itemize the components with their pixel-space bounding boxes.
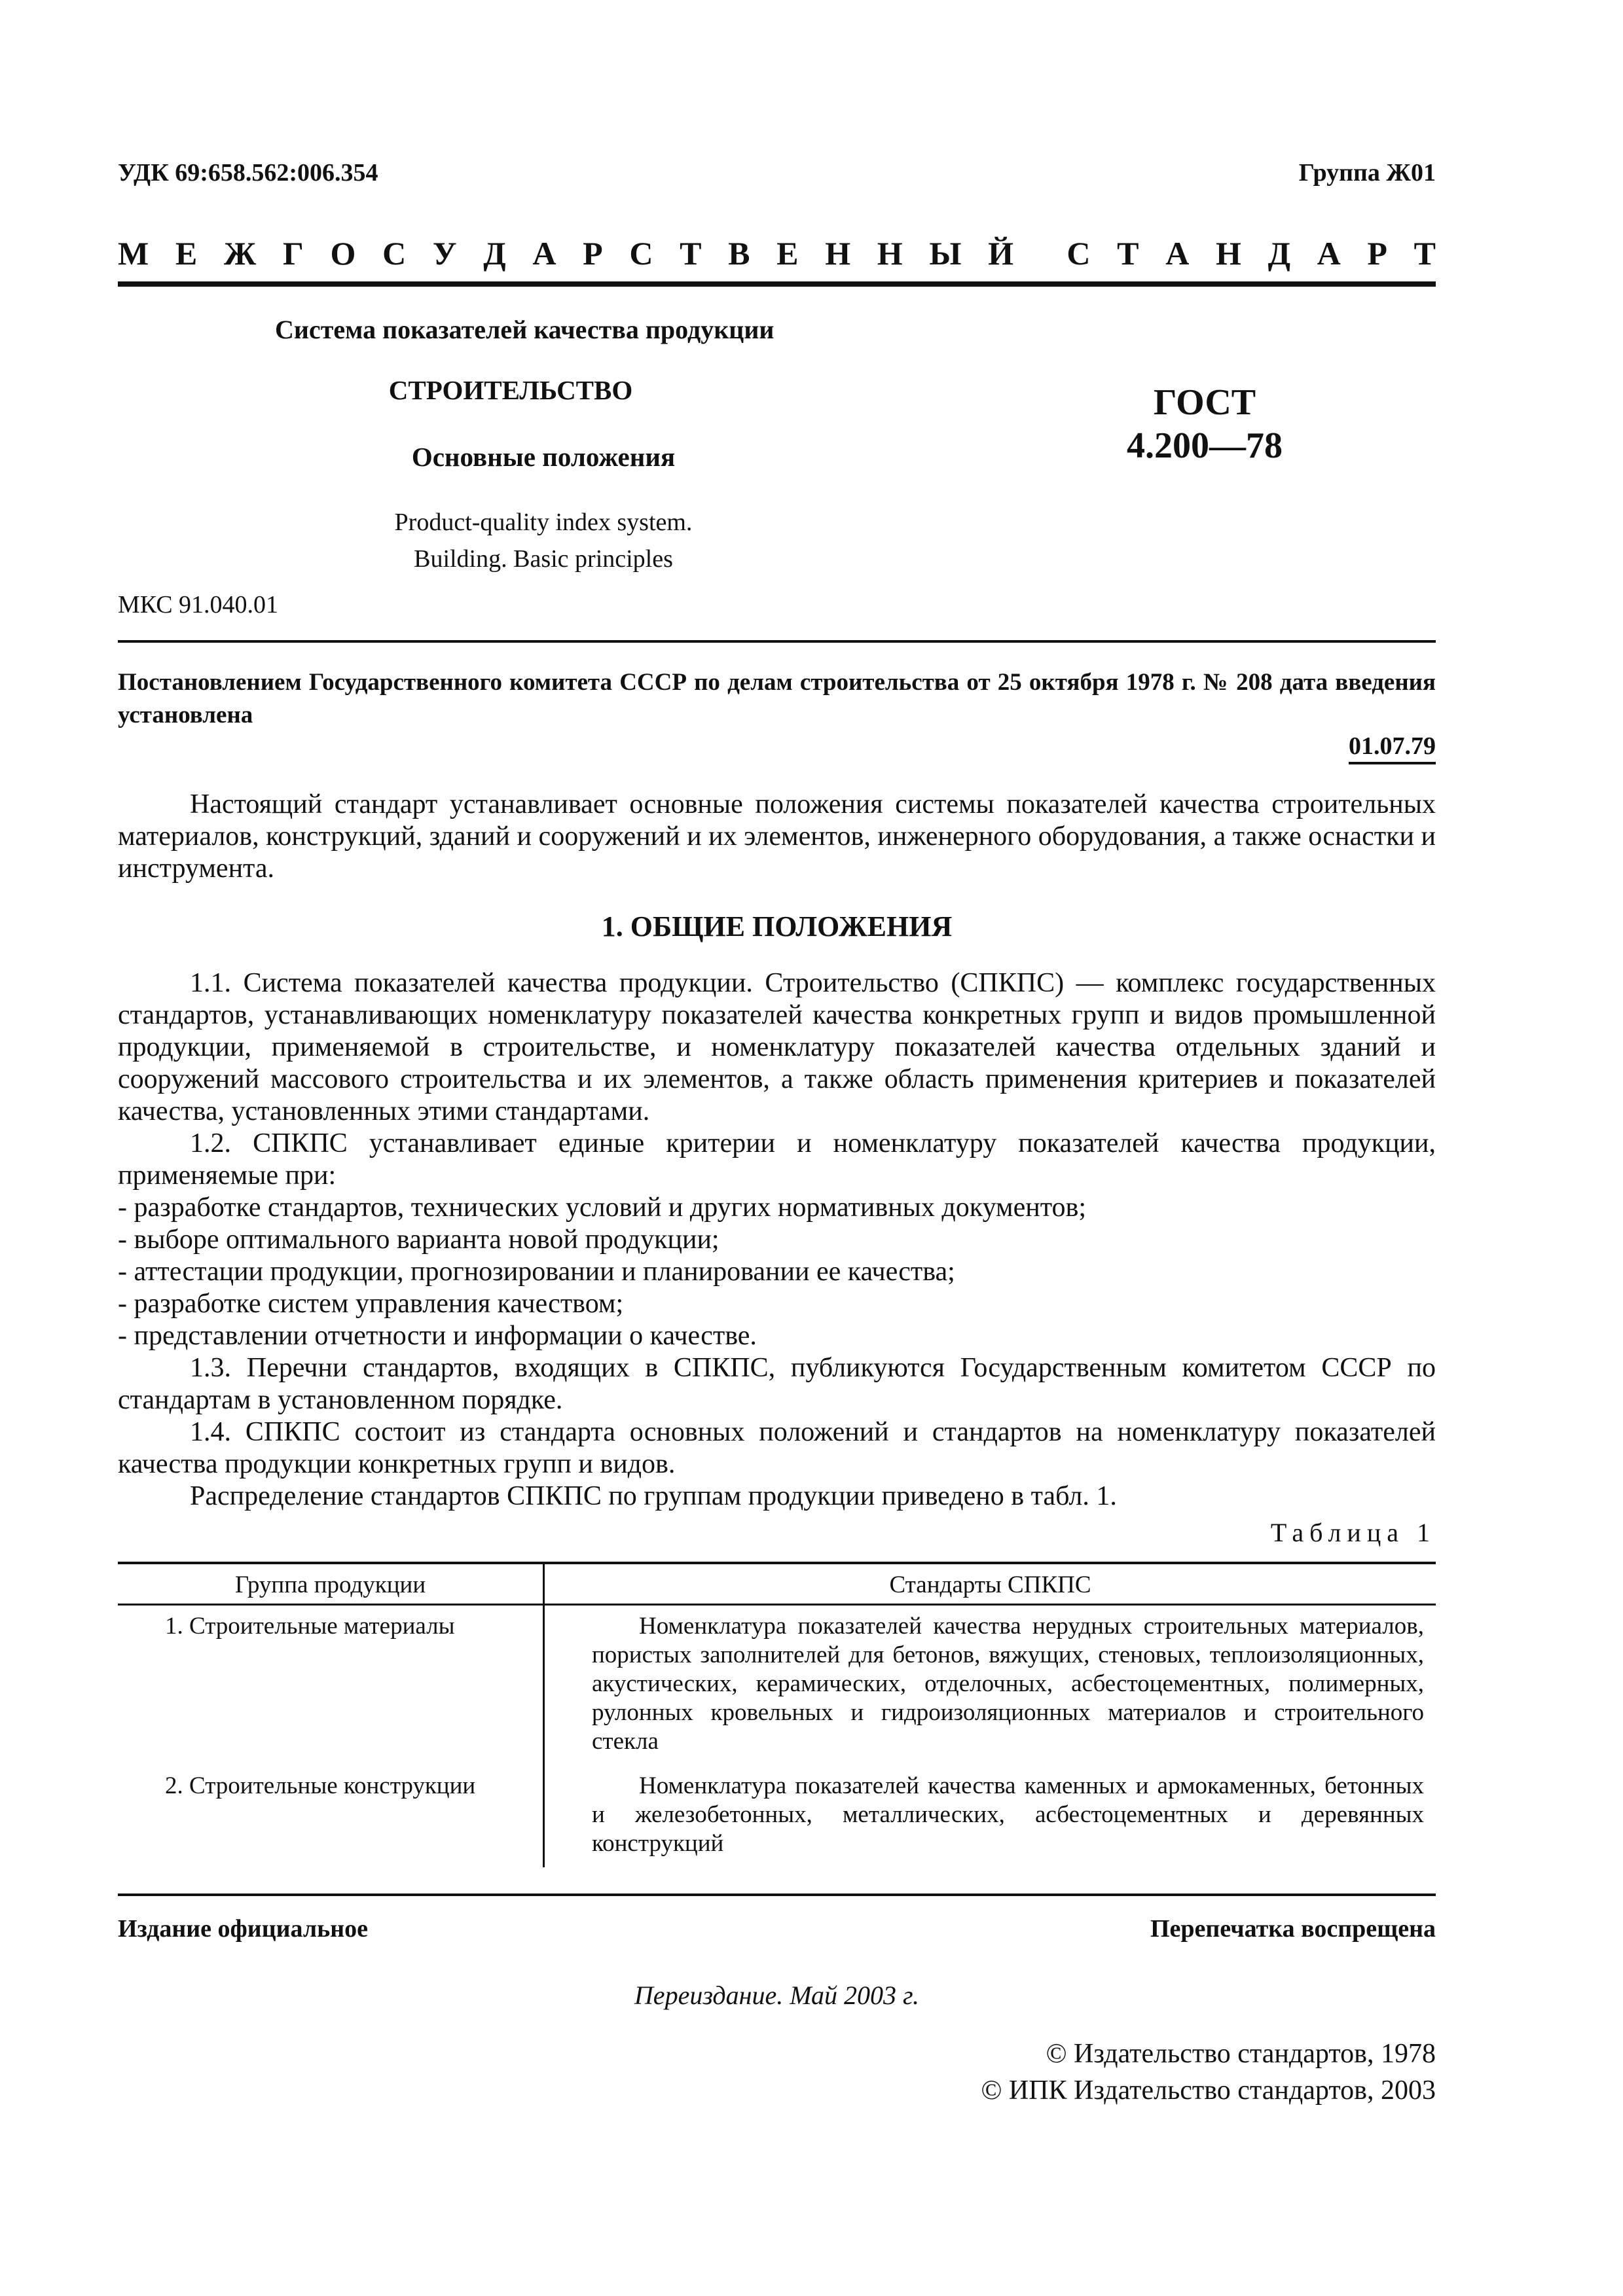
udk-code: УДК 69:658.562:006.354 (118, 159, 378, 187)
list-item: - разработке стандартов, технических условий и других нормативных документов; (118, 1193, 1087, 1223)
heading-letter: С (1067, 235, 1091, 272)
heading-letter: А (532, 235, 556, 272)
effective-date: 01.07.79 (1349, 732, 1436, 764)
heading-letter: А (1165, 235, 1190, 272)
standards-text: Номенклатура показателей качества нерудных строительных материалов, пористых заполнителей для бетонов, вяжущих, стеновых, теплоизоляционных, акустических, керамических, отделочных, асбестоцементных, полимерных, рулонных кровельных и гидроизоляционных материалов и строительного стекла (592, 1613, 1424, 1755)
table-cell-group (118, 1765, 544, 1867)
english-title (249, 504, 838, 577)
interstate-standard-heading (118, 234, 1436, 272)
clause-1-2: 1.2. СПКПС устанавливает единые критерии и номенклатуру показателей качества продукции, применяемые при: (118, 1128, 1436, 1191)
copyright-line: © Издательство стандартов, 1978 (1046, 2039, 1436, 2069)
list-item: - разработке систем управления качеством; (118, 1289, 624, 1319)
heading-letter: Т (1117, 235, 1139, 272)
table-cell-standards (544, 1765, 1436, 1867)
list-item: - выборе оптимального варианта новой продукции; (118, 1225, 720, 1255)
official-edition: Издание официальное (118, 1915, 369, 1943)
heading-letter: У (432, 235, 457, 272)
table-1 (118, 1562, 1436, 1867)
decree-text: Постановлением Государственного комитета СССР по делам строительства от 25 октября 1978 г. № 208 дата введения установлена (118, 669, 1436, 728)
heading-letter: С (382, 235, 407, 272)
clause-1-1: 1.1. Система показателей качества продукции. Строительство (СПКПС) — комплекс государственных стандартов, устанавливающих номенклатуру показателей качества конкретных групп и видов промышленной продукции, применяемой в строительстве, и номенклатуру показателей качества отдельных зданий и сооружений массового строительства и их элементов, а также область применения критериев и показателей качества, установленных этими стандартами. (118, 968, 1436, 1126)
heading-letter: Д (1267, 235, 1290, 272)
clause-1-3: 1.3. Перечни стандартов, входящих в СПКПС, публикуются Государственным комитетом СССР по стандартам в установленном порядке. (118, 1353, 1436, 1415)
mks-code: МКС 91.040.01 (118, 591, 279, 619)
intro-text: Настоящий стандарт устанавливает основные положения системы показателей качества строительных материалов, конструкций, зданий и сооружений и их элементов, инженерного оборудования, а также оснастки и инструмента. (118, 789, 1436, 884)
heading-letter: Т (1413, 235, 1436, 272)
reissue-note: Переиздание. Май 2003 г. (634, 1981, 920, 2010)
list-item: - представлении отчетности и информации о качестве. (118, 1321, 757, 1351)
heading-letter: Ы (929, 235, 962, 272)
table-cell-group (118, 1605, 544, 1766)
copyright-line: © ИПК Издательство стандартов, 2003 (981, 2075, 1436, 2106)
header-rule (118, 281, 1436, 287)
english-title-line: Product-quality index system. (394, 509, 693, 536)
table-row (118, 1605, 1436, 1766)
heading-letter: В (728, 235, 750, 272)
heading-letter: Й (988, 235, 1014, 272)
reprint-prohibited: Перепечатка воспрещена (1150, 1915, 1436, 1943)
heading-letter: Н (877, 235, 903, 272)
table-caption: Таблица 1 (1270, 1518, 1436, 1547)
table-cell-standards (544, 1605, 1436, 1766)
heading-letter: Ж (223, 235, 257, 272)
table-row (118, 1765, 1436, 1867)
intro-paragraph (118, 789, 1436, 885)
heading-letter: А (1317, 235, 1341, 272)
heading-letter: Р (583, 235, 603, 272)
heading-letter: Д (483, 235, 506, 272)
heading-letter: М (118, 235, 149, 272)
column-header-group: Группа продукции (118, 1563, 544, 1605)
group-text: 1. Строительные материалы (165, 1613, 455, 1640)
section-title: 1. ОБЩИЕ ПОЛОЖЕНИЯ (601, 910, 953, 942)
heading-letter: О (330, 235, 356, 272)
title-rule (118, 640, 1436, 643)
table-header-row (118, 1563, 1436, 1605)
gost-code: 4.200—78 (1127, 425, 1283, 466)
clause-1-4: 1.4. СПКПС состоит из стандарта основных положений и стандартов на номенклатуру показателей качества продукции конкретных групп и видов. (118, 1417, 1436, 1479)
gost-label: ГОСТ (1153, 382, 1256, 423)
heading-letter: Г (283, 235, 304, 272)
column-header-standards: Стандарты СПКПС (544, 1563, 1436, 1605)
heading-letter: Н (825, 235, 851, 272)
heading-letter: Е (175, 235, 198, 272)
gost-number (1067, 381, 1342, 467)
group-text: 2. Строительные конструкции (165, 1772, 476, 1799)
heading-letter: С (629, 235, 653, 272)
footer-rule (118, 1893, 1436, 1896)
list-item: - аттестации продукции, прогнозировании и планировании ее качества; (118, 1257, 955, 1287)
heading-letter: Н (1215, 235, 1241, 272)
heading-letter: Р (1367, 235, 1387, 272)
standards-text: Номенклатура показателей качества каменных и армокаменных, бетонных и железобетонных, металлических, асбестоцементных и деревянных конструкций (592, 1772, 1424, 1857)
system-title: Система показателей качества продукции (275, 315, 775, 344)
heading-letter: Е (776, 235, 799, 272)
section-body (118, 967, 1436, 1513)
building-title: СТРОИТЕЛЬСТВО (388, 375, 633, 405)
english-title-line: Building. Basic principles (414, 545, 673, 573)
group-code: Группа Ж01 (1298, 159, 1436, 187)
heading-letter: Т (680, 235, 702, 272)
copyright-block (981, 2036, 1436, 2109)
distribution-note: Распределение стандартов СПКПС по группам продукции приведено в табл. 1. (190, 1481, 1117, 1511)
principles-title: Основные положения (411, 442, 676, 472)
